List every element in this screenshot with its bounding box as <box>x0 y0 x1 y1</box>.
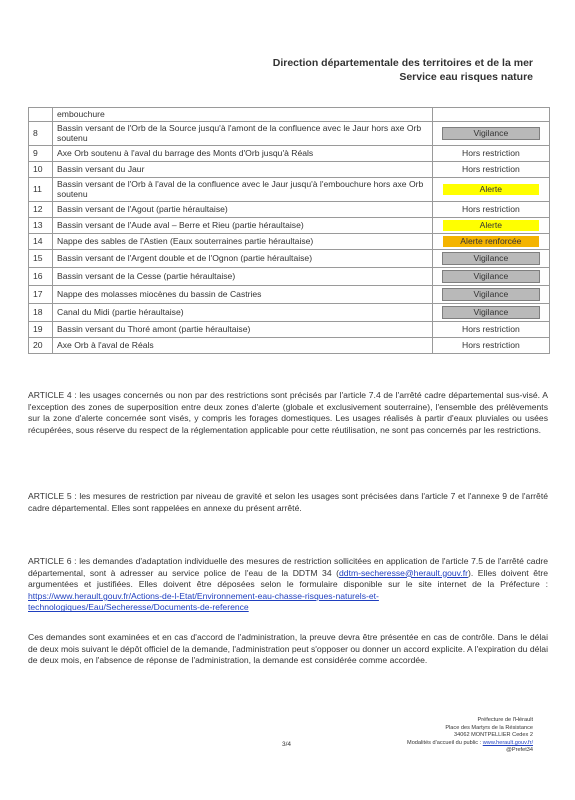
status-badge: Alerte renforcée <box>443 236 539 247</box>
table-row <box>29 233 550 249</box>
zone-name: Bassin versant de l'Orb de la Source jusqu'à l'amont de la confluence avec le Jaur hors axe Orb soutenu <box>53 121 433 145</box>
status-badge: Vigilance <box>442 127 540 140</box>
footer-reception <box>407 740 533 748</box>
zone-number: 13 <box>29 217 53 233</box>
zone-status-cell <box>432 267 549 285</box>
zone-number: 10 <box>29 161 53 177</box>
table-row <box>29 201 550 217</box>
header-service: Service eau risques nature <box>399 71 533 83</box>
zone-name: Bassin versant de l'Orb à l'aval de la confluence avec le Jaur jusqu'à l'embouchure hors axe Orb soutenu <box>53 177 433 201</box>
restriction-table <box>28 107 550 354</box>
zone-status-cell <box>432 233 549 249</box>
zone-status-cell <box>432 121 549 145</box>
table-row <box>29 121 550 145</box>
zone-status-cell <box>432 303 549 321</box>
zone-number: 18 <box>29 303 53 321</box>
footer-prefecture: Préfecture de l'Hérault <box>477 717 533 723</box>
zone-status-cell <box>432 249 549 267</box>
table-row <box>29 161 550 177</box>
footer-website-link[interactable]: www.herault.gouv.fr/ <box>482 739 533 746</box>
zone-number: 8 <box>29 121 53 145</box>
article-6-text-1: ARTICLE 6 : les demandes d'adaptation individuelle des mesures de restriction sollicitées en application de l'article 7.5 de l'arrêté cadre départemental, sont à adresser au service police de l'eau de la DDTM 34 ( <box>28 556 548 578</box>
zone-number: 9 <box>29 145 53 161</box>
zone-status-cell <box>432 337 549 353</box>
prefecture-url-link[interactable]: https://www.herault.gouv.fr/Actions-de-l-Etat/Environnement-eau-chasse-risques-naturels-et-technologiques/Eau/Secheresse/Documents-de-reference <box>28 590 379 613</box>
table-row <box>29 267 550 285</box>
footer-street: Place des Martyrs de la Résistance <box>445 724 533 731</box>
table-row <box>29 217 550 233</box>
table-row <box>29 108 550 122</box>
status-badge: Hors restriction <box>461 147 520 158</box>
status-badge: Alerte <box>443 220 539 231</box>
zone-number: 14 <box>29 233 53 249</box>
zone-name: Axe Orb soutenu à l'aval du barrage des Monts d'Orb jusqu'à Réals <box>53 145 433 161</box>
zone-name: Bassin versant du Thoré amont (partie héraultaise) <box>53 321 433 337</box>
zone-number: 19 <box>29 321 53 337</box>
zone-number: 11 <box>29 177 53 201</box>
status-badge: Vigilance <box>442 252 540 265</box>
zone-status-cell <box>432 145 549 161</box>
zone-number: 15 <box>29 249 53 267</box>
zone-name: Bassin versant du Jaur <box>53 161 433 177</box>
footer-address <box>407 717 533 755</box>
footer-reception-label: Modalités d'accueil du public : <box>407 739 483 746</box>
table-row <box>29 177 550 201</box>
status-badge: Hors restriction <box>461 323 520 334</box>
zone-status-cell <box>432 108 549 122</box>
status-badge: Vigilance <box>442 306 540 319</box>
zone-name: Bassin versant de la Cesse (partie héraultaise) <box>53 267 433 285</box>
status-badge: Vigilance <box>442 270 540 283</box>
zone-name: Axe Orb à l'aval de Réals <box>53 337 433 353</box>
zone-status-cell <box>432 177 549 201</box>
article-6 <box>28 556 548 614</box>
email-link[interactable]: ddtm-secheresse@herault.gouv.fr <box>339 567 468 578</box>
table-row <box>29 145 550 161</box>
zone-status-cell <box>432 217 549 233</box>
article-5: ARTICLE 5 : les mesures de restriction par niveau de gravité et selon les usages sont précisées dans l'article 7 et l'annexe 9 de l'arrêté cadre départemental. Elles sont rappelées en annexe du présent arrêté. <box>28 491 548 513</box>
zone-number: 12 <box>29 201 53 217</box>
zone-name: Canal du Midi (partie héraultaise) <box>53 303 433 321</box>
zone-name: Nappe des sables de l'Astien (Eaux souterraines partie héraultaise) <box>53 233 433 249</box>
table-row <box>29 321 550 337</box>
zone-status-cell <box>432 161 549 177</box>
zone-status-cell <box>432 201 549 217</box>
table-row <box>29 303 550 321</box>
status-badge: Hors restriction <box>461 339 520 350</box>
table-row <box>29 249 550 267</box>
header-direction: Direction départementale des territoires et de la mer <box>272 57 533 69</box>
zone-name: Nappe des molasses miocènes du bassin de Castries <box>53 285 433 303</box>
zone-number: 16 <box>29 267 53 285</box>
status-badge: Hors restriction <box>461 163 520 174</box>
status-badge: Alerte <box>443 184 539 195</box>
status-badge: Vigilance <box>442 288 540 301</box>
zone-status-cell <box>432 285 549 303</box>
closing-paragraph: Ces demandes sont examinées et en cas d'accord de l'administration, la preuve devra être présentée en cas de contrôle. Dans le délai de deux mois suivant le dépôt officiel de la demande, l'administration peut s'opposer ou donner un accord explicite. A l'expiration du délai de deux mois, en l'absence de réponse de l'administration, la demande est considérée comme accordée. <box>28 632 548 666</box>
page-number: 3/4 <box>282 741 292 748</box>
zone-number: 17 <box>29 285 53 303</box>
zone-name: Bassin versant de l'Agout (partie héraultaise) <box>53 201 433 217</box>
table-row <box>29 285 550 303</box>
article-6-text-2: ). Elles doivent être argumentées et justifiées. Elles doivent être déposées selon le formulaire disponible sur le site internet de la Préfecture : <box>28 567 548 590</box>
zone-number: 20 <box>29 337 53 353</box>
zone-status-cell <box>432 321 549 337</box>
document-header <box>273 56 533 84</box>
footer-twitter: @Prefet34 <box>506 747 533 754</box>
zone-name: Bassin versant de l'Argent double et de l'Ognon (partie héraultaise) <box>53 249 433 267</box>
zone-name: embouchure <box>53 108 433 122</box>
zone-name: Bassin versant de l'Aude aval – Berre et Rieu (partie héraultaise) <box>53 217 433 233</box>
table-row <box>29 337 550 353</box>
restriction-table-body <box>29 108 550 354</box>
status-badge: Hors restriction <box>461 203 520 214</box>
footer-city: 34062 MONTPELLIER Cedex 2 <box>454 732 533 739</box>
article-4: ARTICLE 4 : les usages concernés ou non par des restrictions sont précisés par l'article 7.4 de l'arrêté cadre départemental sus-visé. A l'exception des zones de superposition entre deux zones d'alerte (globale et exclusivement souterraine), l'ensemble des prélèvements sur la zone d'alerte concernée sont visés, y compris les forages domestiques. Les usages réalisés à partir d'eaux pluviales ou usées récupérées, sous réserve du respect de la réglementation applicable pour cette réutilisation, ne sont pas concernés par les restrictions. <box>28 390 548 435</box>
zone-number <box>29 108 53 122</box>
